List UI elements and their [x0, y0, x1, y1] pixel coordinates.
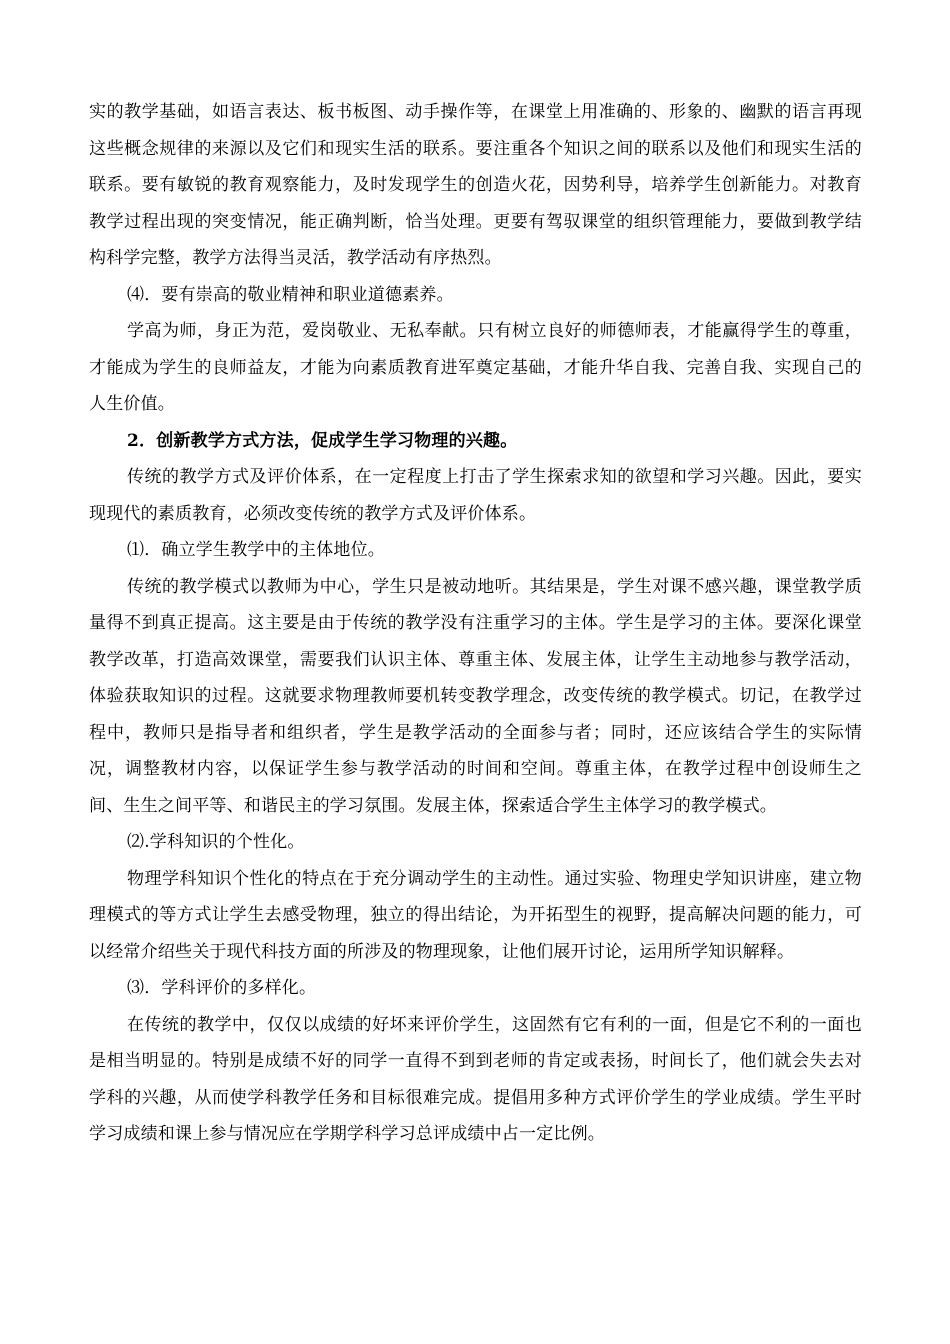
paragraph-evaluation: 在传统的教学中，仅仅以成绩的好坏来评价学生，这固然有它有利的一面，但是它不利的一面也是相当明显的。特别是成绩不好的同学一直得不到到老师的肯定或表扬，时间长了，他们就会失去对学科的兴趣，从而使学科教学任务和目标很难完成。提倡用多种方式评价学生的学业成绩。学生平时学习成绩和课上参与情况应在学期学科学习总评成绩中占一定比例。	[89, 1014, 862, 1144]
heading-item-4: ⑷．要有崇高的敬业精神和职业道德素养。	[127, 284, 454, 305]
heading-item-2: ⑵.学科知识的个性化。	[127, 832, 305, 852]
heading-item-1: ⑴．确立学生教学中的主体地位。	[127, 540, 385, 560]
paragraph-continuation: 实的教学基础，如语言表达、板书板图、动手操作等，在课堂上用准确的、形象的、幽默的语言再现这些概念规律的来源以及它们和现实生活的联系。要注重各个知识之间的联系以及他们和现实生活的联系。要有敏锐的教育观察能力，及时发现学生的创造火花，因势利导，培养学生创新能力。对教育教学过程出现的突变情况，能正确判断，恰当处理。更要有驾驭课堂的组织管理能力，要做到教学结构科学完整，教学方法得当灵活，教学活动有序热烈。	[89, 102, 862, 268]
heading-item-3: ⑶．学科评价的多样化。	[127, 978, 317, 998]
paragraph-traditional-methods: 传统的教学方式及评价体系，在一定程度上打击了学生探索求知的欲望和学习兴趣。因此，要实现现代的素质教育，必须改变传统的教学方式及评价体系。	[89, 467, 862, 524]
paragraph-teacher-ethics: 学高为师，身正为范，爱岗敬业、无私奉献。只有树立良好的师德师表，才能赢得学生的尊重，才能成为学生的良师益友，才能为向素质教育进军奠定基础，才能升华自我、完善自我、实现自己的人生价值。	[89, 321, 862, 414]
paragraph-personalization: 物理学科知识个性化的特点在于充分调动学生的主动性。通过实验、物理史学知识讲座，建立物理模式的等方式让学生去感受物理，独立的得出结论，为开拓型生的视野，提高解决问题的能力，可以经常介绍些关于现代科技方面的所涉及的物理现象，让他们展开讨论，运用所学知识解释。	[89, 868, 862, 962]
paragraph-student-subject: 传统的教学模式以教师为中心，学生只是被动地听。其结果是，学生对课不感兴趣，课堂教学质量得不到真正提高。这主要是由于传统的教学没有注重学习的主体。学生是学习的主体。要深化课堂教学改革，打造高效课堂，需要我们认识主体、尊重主体、发展主体，让学生主动地参与教学活动，体验获取知识的过程。这就要求物理教师要机转变教学理念，改变传统的教学模式。切记，在教学过程中，教师只是指导者和组织者，学生是教学活动的全面参与者；同时，还应该结合学生的实际情况，调整教材内容，以保证学生参与教学活动的时间和空间。尊重主体，在教学过程中创设师生之间、生生之间平等、和谐民主的学习氛围。发展主体，探索适合学生主体学习的教学模式。	[89, 576, 862, 816]
section-heading-2: 2．创新教学方式方法，促成学生学习物理的兴趣。	[127, 430, 518, 451]
